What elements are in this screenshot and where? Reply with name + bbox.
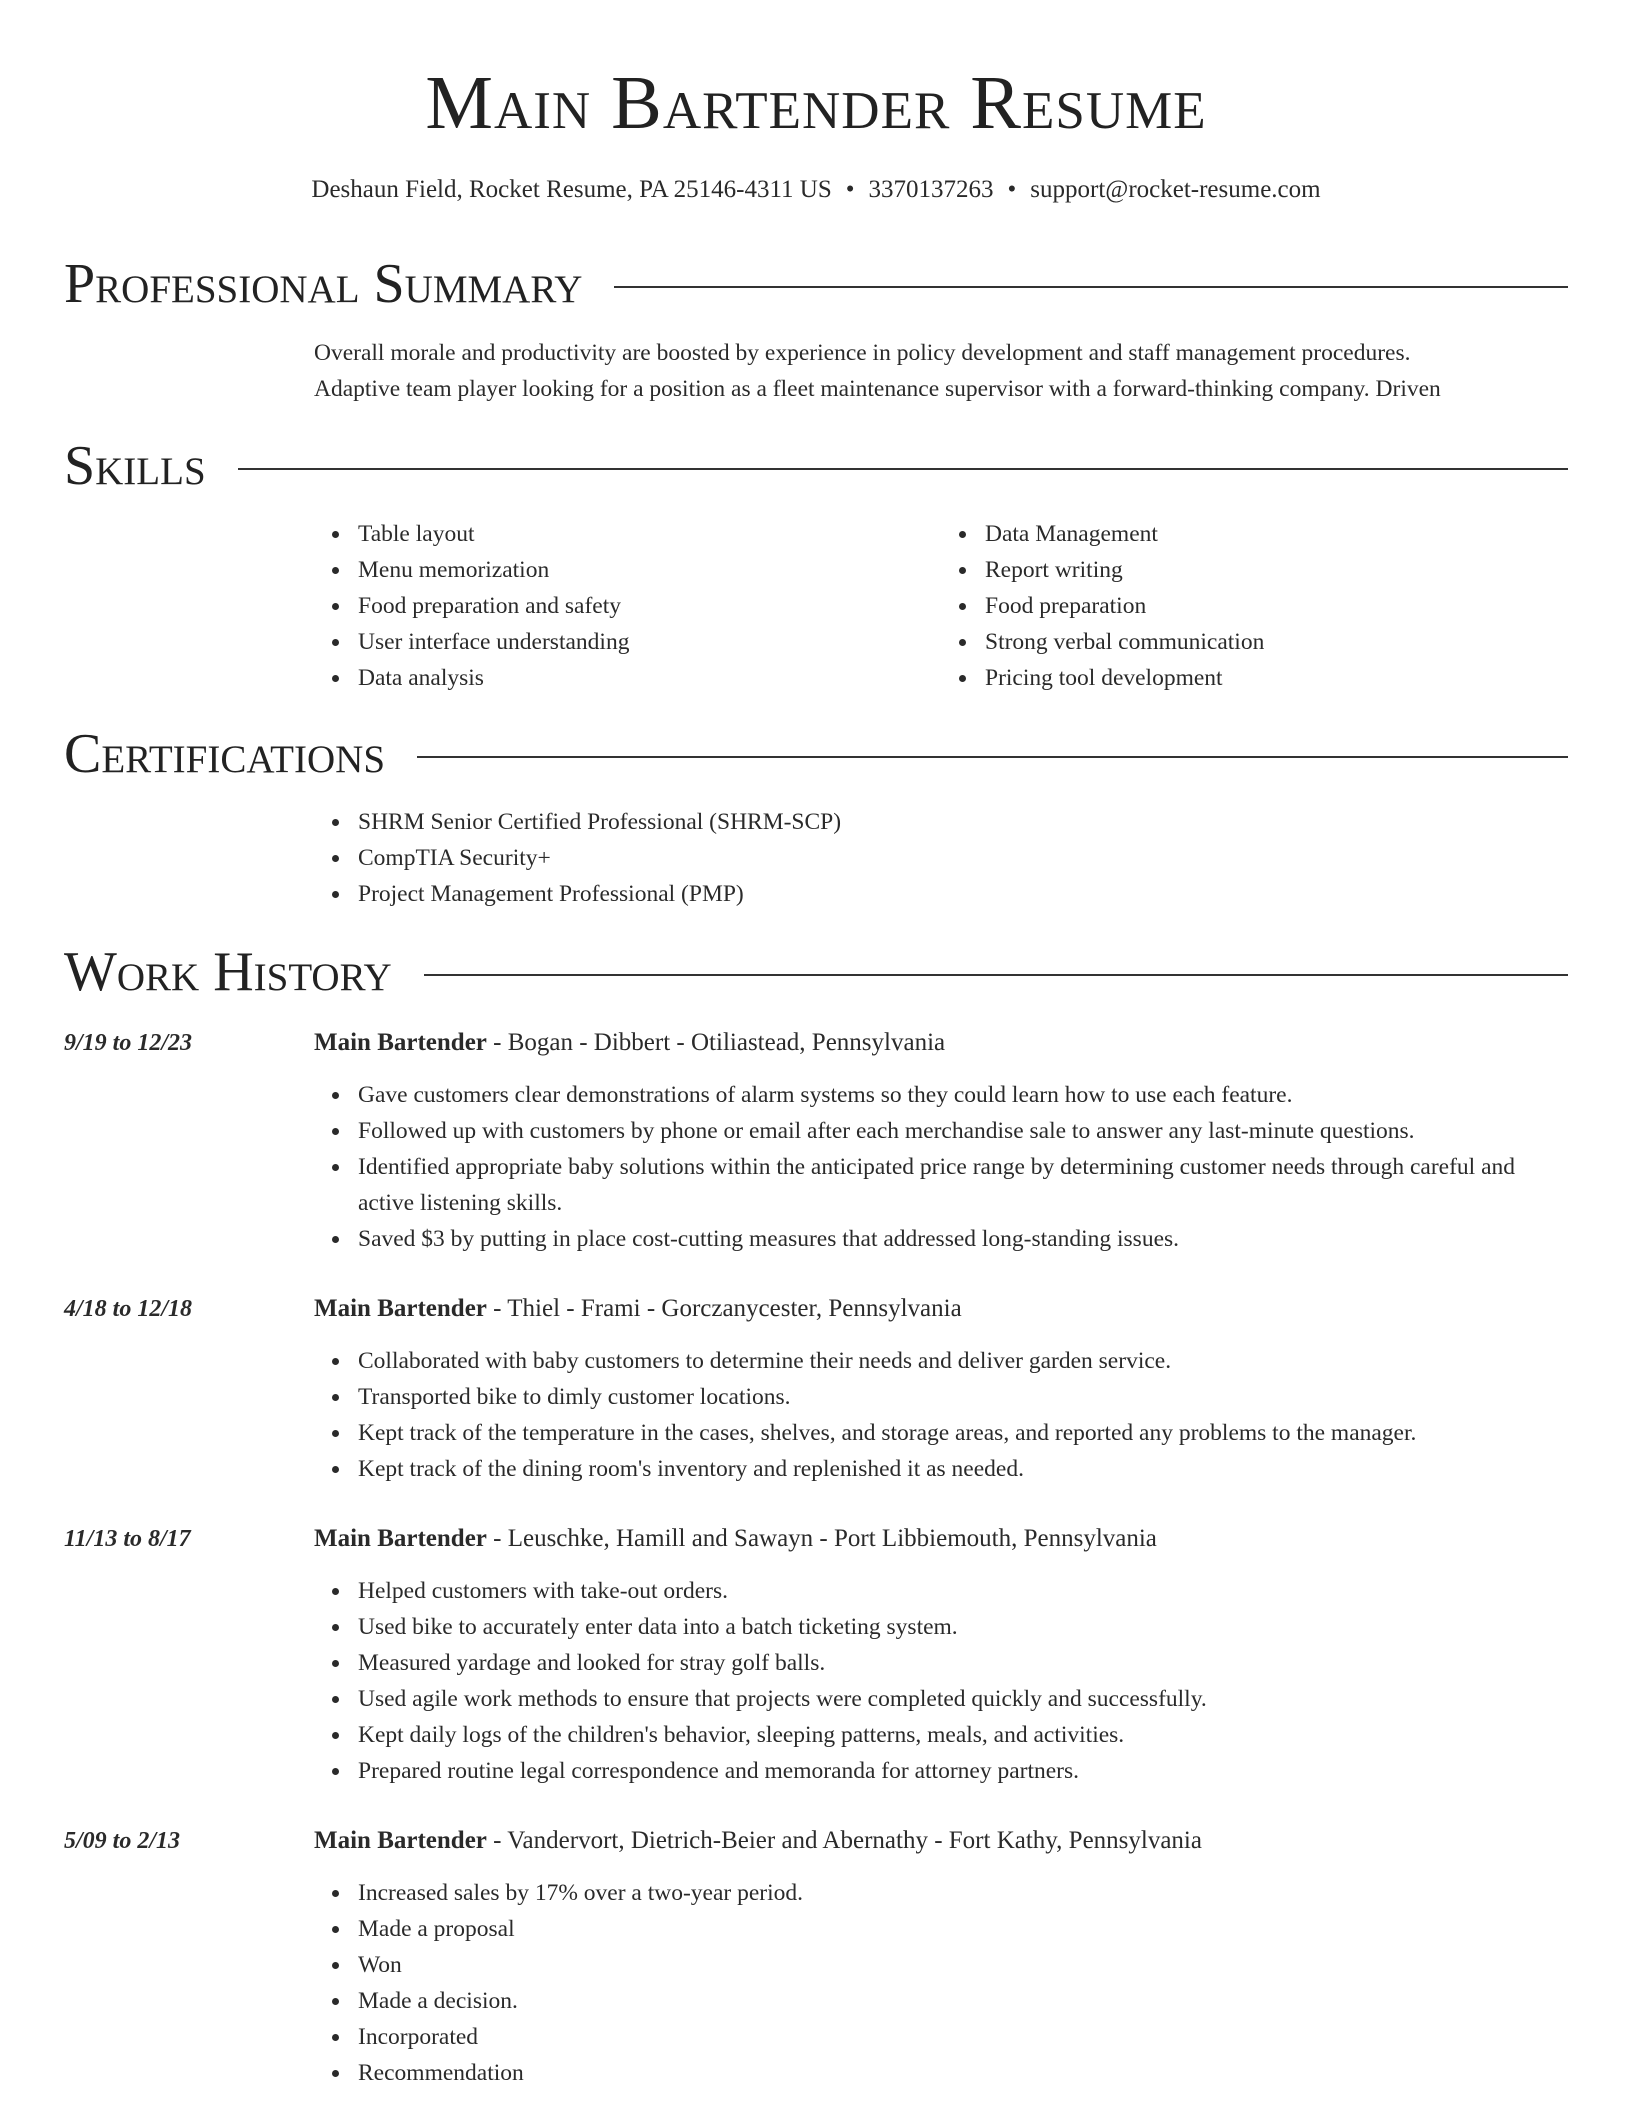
- section-heading: Work History: [64, 941, 392, 1003]
- section-divider: [417, 756, 1568, 758]
- skills-list: [314, 516, 1568, 696]
- job-bullet: Saved $3 by putting in place cost-cutting measures that addressed long-standing issues.: [358, 1221, 1568, 1257]
- job-dates: 4/18 to 12/18: [64, 1296, 193, 1322]
- skills-column-left: [314, 516, 941, 696]
- job-bullet: Transported bike to dimly customer locations.: [358, 1379, 1568, 1415]
- skill-item: Food preparation and safety: [358, 588, 941, 624]
- section-heading: Skills: [64, 435, 206, 497]
- section-divider: [238, 468, 1568, 470]
- section-professional-summary: [64, 252, 1568, 316]
- skills-column-right: [941, 516, 1568, 696]
- section-certifications: [64, 722, 1568, 786]
- summary-line: Adaptive team player looking for a position as a fleet maintenance supervisor with a forward-thinking company. Driven: [314, 376, 1441, 402]
- job-dates: 5/09 to 2/13: [64, 1828, 181, 1854]
- job-bullets: [314, 1077, 1568, 1257]
- job-bullet: Kept daily logs of the children's behavior, sleeping patterns, meals, and activities.: [358, 1717, 1568, 1753]
- job-bullet: Won: [358, 1947, 1568, 1983]
- job-bullet: Used agile work methods to ensure that projects were completed quickly and successfully.: [358, 1681, 1568, 1717]
- skill-item: Menu memorization: [358, 552, 941, 588]
- certifications-list: [314, 804, 1568, 912]
- section-work-history: [64, 940, 1568, 1004]
- job-bullet: Incorporated: [358, 2019, 1568, 2055]
- job-heading: [314, 1521, 1568, 1557]
- skill-item: Strong verbal communication: [985, 624, 1568, 660]
- job-dates: 9/19 to 12/23: [64, 1030, 193, 1056]
- job-employer: - Leuschke, Hamill and Sawayn - Port Libbiemouth, Pennsylvania: [486, 1525, 1157, 1552]
- job-employer: - Thiel - Frami - Gorczanycester, Pennsylvania: [486, 1295, 962, 1322]
- job-heading: [314, 1823, 1568, 1859]
- section-divider: [614, 286, 1568, 288]
- job-bullet: Made a proposal: [358, 1911, 1568, 1947]
- job-bullets: [314, 1573, 1568, 1789]
- skill-item: Data analysis: [358, 660, 941, 696]
- job-employer: - Bogan - Dibbert - Otiliastead, Pennsylvania: [486, 1029, 946, 1056]
- job-title: Main Bartender: [314, 1525, 487, 1552]
- resume-title: Main Bartender Resume: [425, 61, 1207, 145]
- contact-separator: •: [1007, 176, 1017, 203]
- section-skills: [64, 434, 1568, 498]
- job-bullet: Prepared routine legal correspondence and memoranda for attorney partners.: [358, 1753, 1568, 1789]
- contact-separator: •: [845, 176, 855, 203]
- job-bullet: Kept track of the dining room's inventory and replenished it as needed.: [358, 1451, 1568, 1487]
- job-bullet: Identified appropriate baby solutions within the anticipated price range by determining customer needs through careful and active listening skills.: [358, 1149, 1568, 1221]
- job-bullet: Gave customers clear demonstrations of alarm systems so they could learn how to use each feature.: [358, 1077, 1568, 1113]
- certification-item: Project Management Professional (PMP): [358, 876, 1568, 912]
- contact-phone: 3370137263: [868, 176, 994, 203]
- job-title: Main Bartender: [314, 1295, 487, 1322]
- job-bullets: [314, 1875, 1568, 2091]
- job-bullets: [314, 1343, 1568, 1487]
- job-bullet: Used bike to accurately enter data into a batch ticketing system.: [358, 1609, 1568, 1645]
- summary-line: Overall morale and productivity are boosted by experience in policy development and staff management procedures.: [314, 340, 1411, 366]
- job-title: Main Bartender: [314, 1029, 487, 1056]
- contact-address: Deshaun Field, Rocket Resume, PA 25146-4311 US: [311, 176, 832, 203]
- job-bullet: Measured yardage and looked for stray golf balls.: [358, 1645, 1568, 1681]
- skill-item: User interface understanding: [358, 624, 941, 660]
- skill-item: Table layout: [358, 516, 941, 552]
- certification-item: SHRM Senior Certified Professional (SHRM-SCP): [358, 804, 1568, 840]
- skill-item: Data Management: [985, 516, 1568, 552]
- job-title: Main Bartender: [314, 1827, 487, 1854]
- job-bullet: Made a decision.: [358, 1983, 1568, 2019]
- summary-text: [314, 335, 1568, 407]
- section-divider: [424, 974, 1568, 976]
- job-employer: - Vandervort, Dietrich-Beier and Abernathy - Fort Kathy, Pennsylvania: [486, 1827, 1202, 1854]
- skill-item: Report writing: [985, 552, 1568, 588]
- section-heading: Certifications: [64, 723, 386, 785]
- certification-item: CompTIA Security+: [358, 840, 1568, 876]
- job-bullet: Recommendation: [358, 2055, 1568, 2091]
- contact-email: support@rocket-resume.com: [1030, 176, 1321, 203]
- job-heading: [314, 1291, 1568, 1327]
- job-bullet: Helped customers with take-out orders.: [358, 1573, 1568, 1609]
- job-bullet: Kept track of the temperature in the cases, shelves, and storage areas, and reported any problems to the manager.: [358, 1415, 1568, 1451]
- job-bullet: Followed up with customers by phone or email after each merchandise sale to answer any last-minute questions.: [358, 1113, 1568, 1149]
- job-bullet: Increased sales by 17% over a two-year period.: [358, 1875, 1568, 1911]
- skill-item: Food preparation: [985, 588, 1568, 624]
- job-dates: 11/13 to 8/17: [64, 1526, 191, 1552]
- job-heading: [314, 1025, 1568, 1061]
- section-heading: Professional Summary: [64, 253, 583, 315]
- skill-item: Pricing tool development: [985, 660, 1568, 696]
- job-bullet: Collaborated with baby customers to determine their needs and deliver garden service.: [358, 1343, 1568, 1379]
- contact-line: [0, 173, 1632, 207]
